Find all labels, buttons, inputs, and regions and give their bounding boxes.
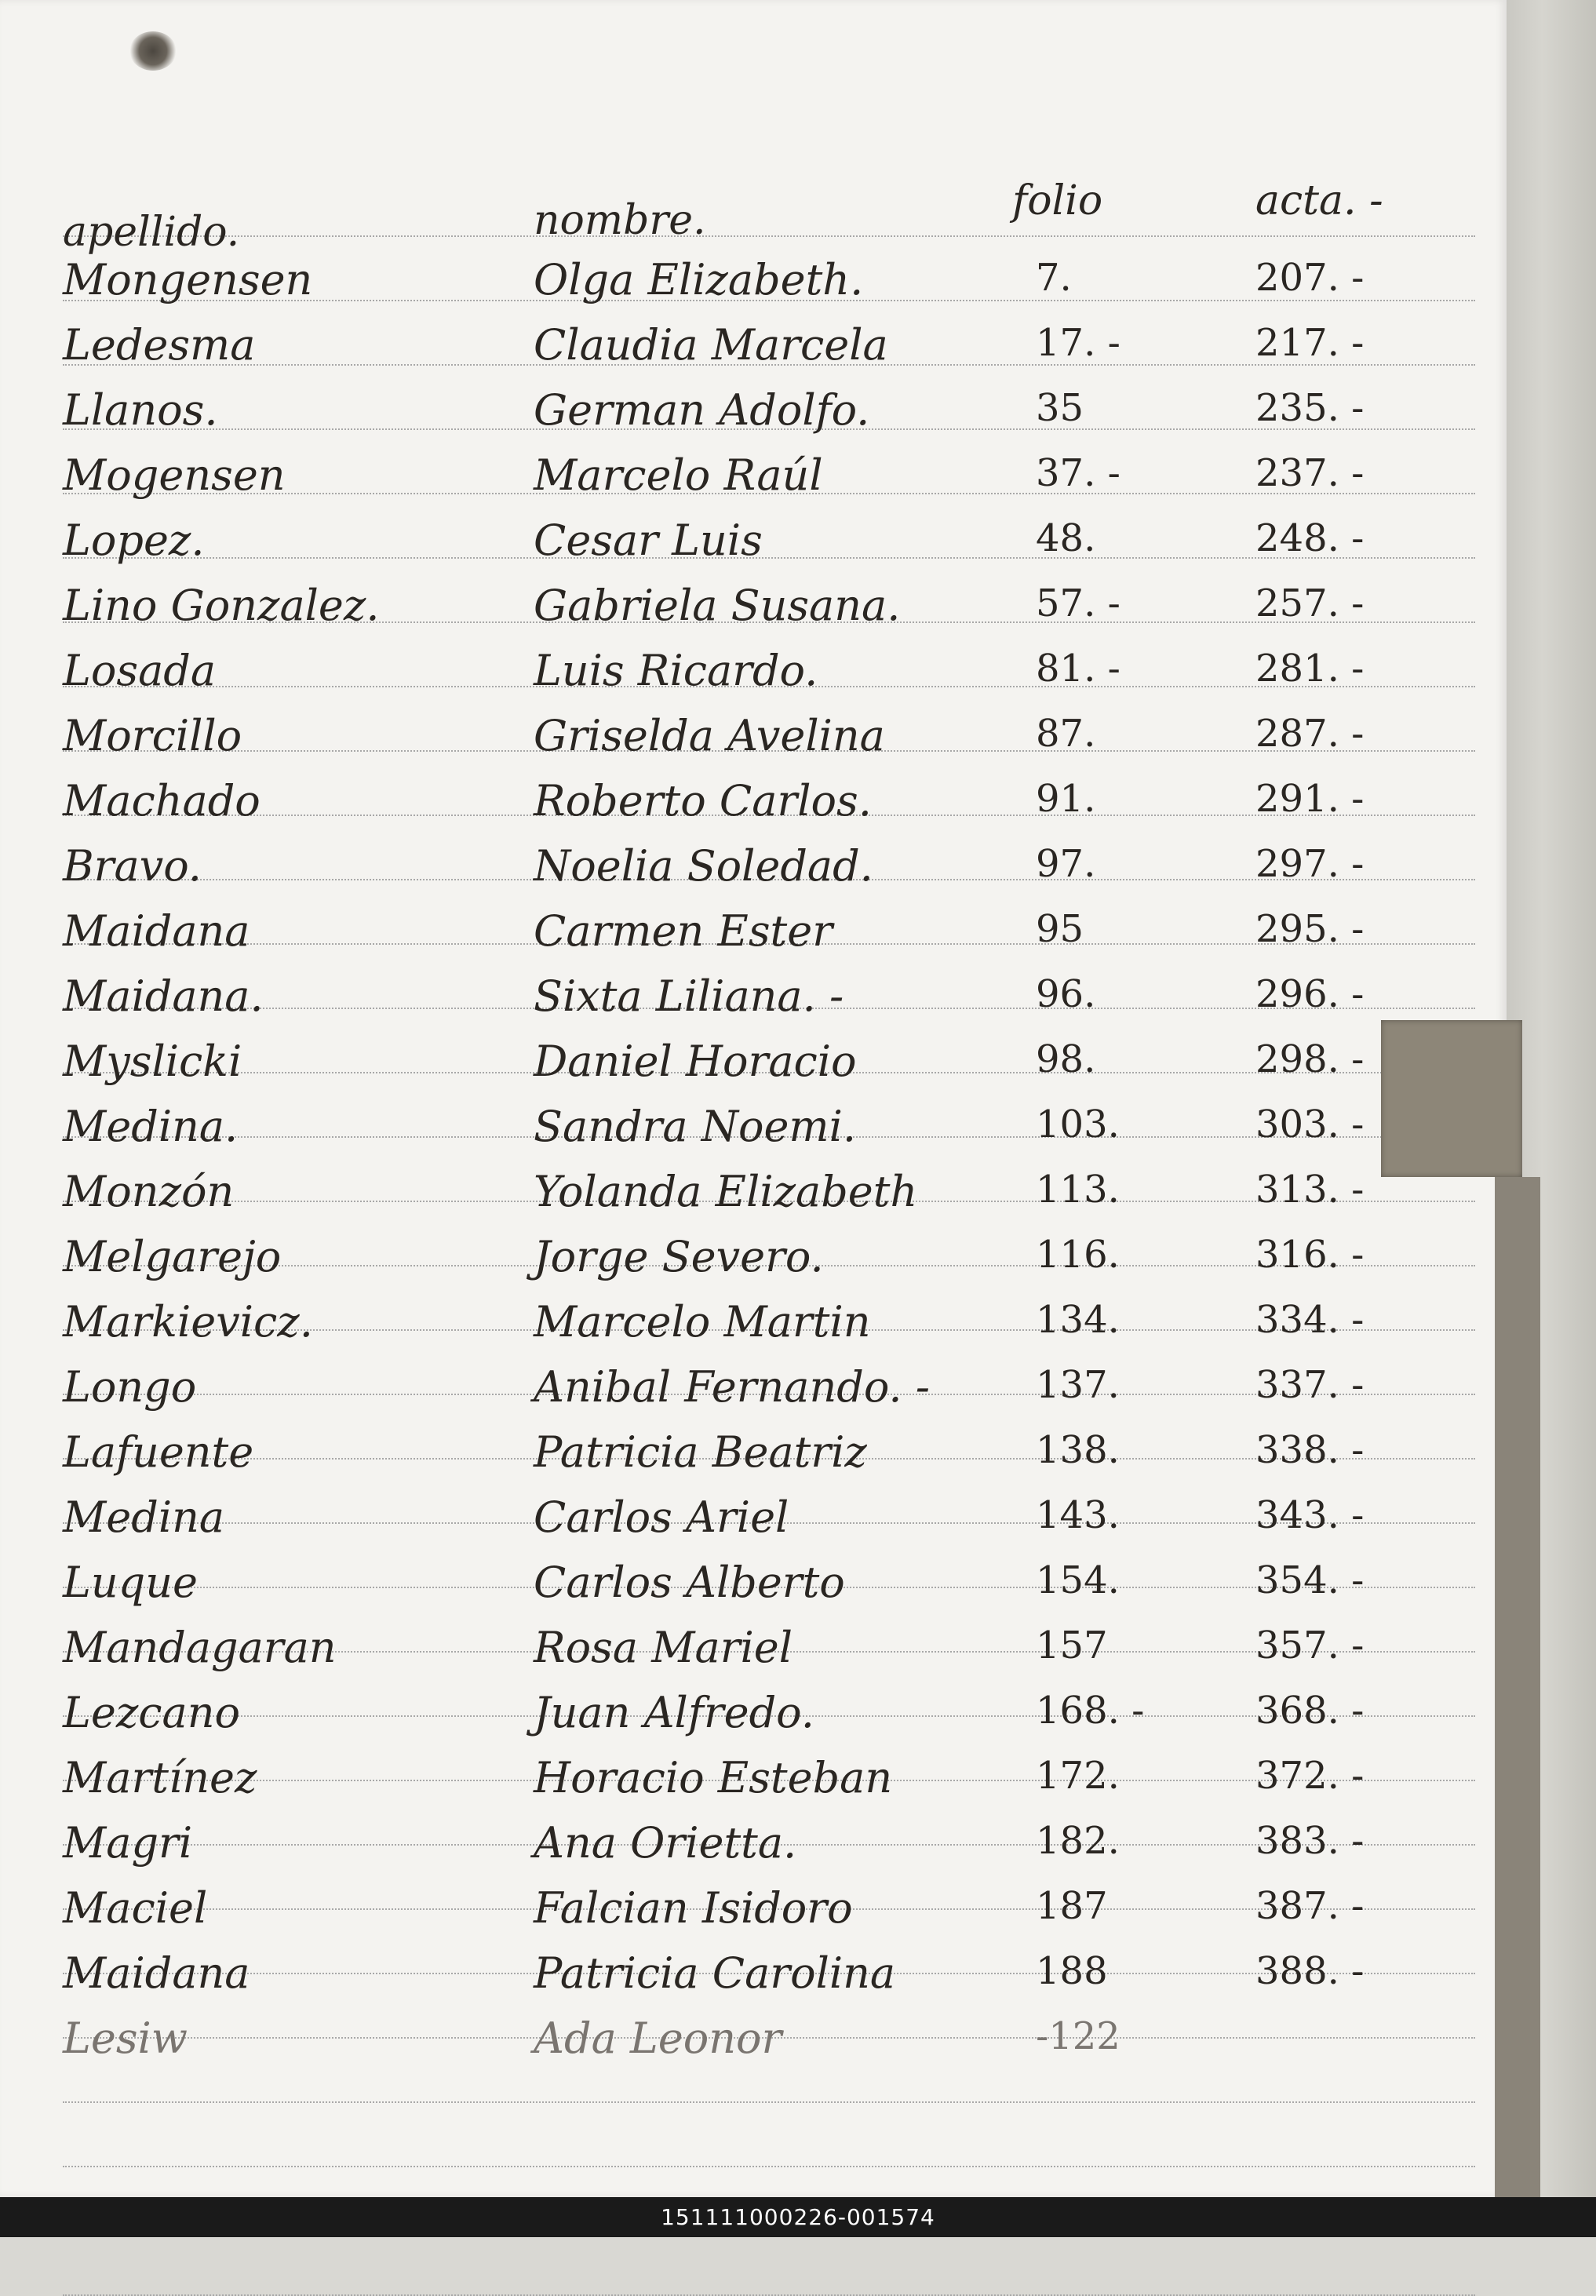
acta-cell: 298. - — [1255, 1037, 1365, 1081]
header-folio: folio — [1012, 177, 1103, 224]
nombre-cell: Falcian Isidoro — [534, 1883, 853, 1933]
list-item — [0, 255, 1491, 322]
nombre-cell: Roberto Carlos. — [534, 776, 872, 825]
nombre-cell: Ada Leonor — [534, 2014, 782, 2063]
apellido-cell: Martínez — [63, 1753, 257, 1802]
folio-cell: 168. - — [1036, 1689, 1145, 1733]
acta-cell: 343. - — [1255, 1493, 1365, 1537]
apellido-cell: Medina. — [63, 1102, 239, 1151]
nombre-cell: Cesar Luis — [534, 516, 763, 565]
apellido-cell: Maciel — [63, 1883, 208, 1933]
acta-cell: 297. - — [1255, 842, 1365, 886]
nombre-cell: Noelia Soledad. — [534, 841, 873, 891]
folio-cell: 137. — [1036, 1363, 1120, 1407]
list-item — [0, 1167, 1491, 1234]
header-apellido: apellido. — [63, 209, 240, 256]
apellido-cell: Markievicz. — [63, 1297, 313, 1347]
list-item — [0, 1753, 1491, 1820]
apellido-cell: Ledesma — [63, 320, 256, 370]
nombre-cell: Claudia Marcela — [534, 320, 888, 370]
header-nombre: nombre. — [534, 197, 706, 244]
folio-cell: 17. - — [1036, 321, 1120, 365]
apellido-cell: Maidana — [63, 1948, 250, 1998]
acta-cell: 287. - — [1255, 712, 1365, 756]
acta-cell: 334. - — [1255, 1298, 1365, 1342]
folio-cell: 182. — [1036, 1819, 1120, 1863]
acta-cell: 291. - — [1255, 777, 1365, 821]
list-item — [0, 1492, 1491, 1559]
list-item — [0, 1623, 1491, 1689]
nombre-cell: Marcelo Raúl — [534, 450, 823, 500]
folio-cell: 97. — [1036, 842, 1096, 886]
apellido-cell: Llanos. — [63, 385, 218, 435]
folio-cell: 7. — [1036, 256, 1072, 300]
list-item — [0, 971, 1491, 1038]
apellido-cell: Mandagaran — [63, 1623, 337, 1672]
archive-code: 151111000226-001574 — [661, 2204, 935, 2230]
nombre-cell: Ana Orietta. — [534, 1818, 797, 1868]
nombre-cell: Griselda Avelina — [534, 711, 885, 760]
acta-cell: 388. - — [1255, 1949, 1365, 1993]
index-tab-strip — [1495, 1177, 1540, 2197]
nombre-cell: Carmen Ester — [534, 906, 833, 956]
nombre-cell: Olga Elizabeth. — [534, 255, 864, 304]
list-item — [0, 1362, 1491, 1429]
folio-cell: 172. — [1036, 1754, 1120, 1798]
acta-cell: 337. - — [1255, 1363, 1365, 1407]
acta-cell: 295. - — [1255, 907, 1365, 951]
apellido-cell: Lesiw — [63, 2014, 188, 2063]
list-item — [0, 1232, 1491, 1299]
list-item — [0, 516, 1491, 582]
nombre-cell: German Adolfo. — [534, 385, 870, 435]
acta-cell: 217. - — [1255, 321, 1365, 365]
apellido-cell: Mogensen — [63, 450, 286, 500]
apellido-cell: Lafuente — [63, 1427, 254, 1477]
nombre-cell: Sandra Noemi. — [534, 1102, 857, 1151]
acta-cell: 368. - — [1255, 1689, 1365, 1733]
nombre-cell: Anibal Fernando. - — [534, 1362, 930, 1412]
folio-cell: 113. — [1036, 1168, 1120, 1212]
acta-cell: 207. - — [1255, 256, 1365, 300]
nombre-cell: Carlos Ariel — [534, 1492, 789, 1542]
list-item — [0, 1427, 1491, 1494]
acta-cell: 257. - — [1255, 581, 1365, 625]
apellido-cell: Melgarejo — [63, 1232, 282, 1281]
folio-cell: 35 — [1036, 386, 1084, 430]
nombre-cell: Carlos Alberto — [534, 1558, 845, 1607]
apellido-cell: Magri — [63, 1818, 193, 1868]
acta-cell: 372. - — [1255, 1754, 1365, 1798]
ruled-line — [63, 235, 1475, 237]
index-tab — [1381, 1020, 1522, 1177]
list-item — [0, 1558, 1491, 1624]
list-item — [0, 1883, 1491, 1950]
folio-cell: 188 — [1036, 1949, 1108, 1993]
apellido-cell: Lezcano — [63, 1688, 240, 1737]
apellido-cell: Machado — [63, 776, 261, 825]
list-item — [0, 776, 1491, 843]
apellido-cell: Maidana. — [63, 971, 264, 1021]
apellido-cell: Mongensen — [63, 255, 313, 304]
acta-cell: 235. - — [1255, 386, 1365, 430]
folio-cell: 57. - — [1036, 581, 1120, 625]
folio-cell: 143. — [1036, 1493, 1120, 1537]
acta-cell: 313. - — [1255, 1168, 1365, 1212]
folio-cell: 87. — [1036, 712, 1096, 756]
nombre-cell: Daniel Horacio — [534, 1037, 857, 1086]
apellido-cell: Lopez. — [63, 516, 205, 565]
folio-cell: 103. — [1036, 1102, 1120, 1146]
folio-cell: 157 — [1036, 1624, 1108, 1667]
folio-cell: 98. — [1036, 1037, 1096, 1081]
folio-cell: 37. - — [1036, 451, 1120, 495]
archive-code-bar — [0, 2197, 1596, 2237]
acta-cell: 387. - — [1255, 1884, 1365, 1928]
folio-cell: 48. — [1036, 516, 1096, 560]
folio-cell: 91. — [1036, 777, 1096, 821]
apellido-cell: Longo — [63, 1362, 197, 1412]
list-item — [0, 385, 1491, 452]
nombre-cell: Juan Alfredo. — [534, 1688, 814, 1737]
apellido-cell: Monzón — [63, 1167, 235, 1216]
list-item — [0, 1297, 1491, 1364]
acta-cell: 316. - — [1255, 1233, 1365, 1277]
folio-cell: 81. - — [1036, 647, 1120, 691]
acta-cell: 296. - — [1255, 972, 1365, 1016]
list-item — [0, 1102, 1491, 1168]
acta-cell: 237. - — [1255, 451, 1365, 495]
list-item — [0, 646, 1491, 712]
apellido-cell: Bravo. — [63, 841, 202, 891]
folio-cell: 138. — [1036, 1428, 1120, 1472]
list-item — [0, 711, 1491, 778]
nombre-cell: Jorge Severo. — [534, 1232, 824, 1281]
folio-cell: 96. — [1036, 972, 1096, 1016]
ruled-line — [63, 2166, 1475, 2167]
header-acta: acta. - — [1255, 177, 1383, 224]
acta-cell: 303. - — [1255, 1102, 1365, 1146]
folio-cell: 134. — [1036, 1298, 1120, 1342]
apellido-cell: Luque — [63, 1558, 198, 1607]
apellido-cell: Myslicki — [63, 1037, 242, 1086]
list-item — [0, 1818, 1491, 1885]
folio-cell: 154. — [1036, 1558, 1120, 1602]
apellido-cell: Morcillo — [63, 711, 242, 760]
list-item — [0, 1948, 1491, 2015]
acta-cell: 357. - — [1255, 1624, 1365, 1667]
list-item — [0, 450, 1491, 517]
nombre-cell: Sixta Liliana. - — [534, 971, 844, 1021]
acta-cell: 383. - — [1255, 1819, 1365, 1863]
list-item — [0, 2014, 1491, 2080]
folio-cell: -122 — [1036, 2014, 1120, 2058]
nombre-cell: Luis Ricardo. — [534, 646, 818, 695]
nombre-cell: Patricia Beatriz — [534, 1427, 867, 1477]
list-item — [0, 320, 1491, 387]
list-item — [0, 1037, 1491, 1103]
list-item — [0, 841, 1491, 908]
nombre-cell: Rosa Mariel — [534, 1623, 793, 1672]
acta-cell: 248. - — [1255, 516, 1365, 560]
list-item — [0, 581, 1491, 647]
nombre-cell: Yolanda Elizabeth — [534, 1167, 918, 1216]
acta-cell: 281. - — [1255, 647, 1365, 691]
acta-cell: 354. - — [1255, 1558, 1365, 1602]
nombre-cell: Marcelo Martin — [534, 1297, 871, 1347]
nombre-cell: Horacio Esteban — [534, 1753, 893, 1802]
ruled-line — [63, 2101, 1475, 2103]
folio-cell: 187 — [1036, 1884, 1108, 1928]
nombre-cell: Gabriela Susana. — [534, 581, 901, 630]
acta-cell: 338. - — [1255, 1428, 1365, 1472]
apellido-cell: Maidana — [63, 906, 250, 956]
apellido-cell: Lino Gonzalez. — [63, 581, 380, 630]
apellido-cell: Medina — [63, 1492, 225, 1542]
list-item — [0, 1688, 1491, 1755]
apellido-cell: Losada — [63, 646, 217, 695]
nombre-cell: Patricia Carolina — [534, 1948, 896, 1998]
folio-cell: 95 — [1036, 907, 1084, 951]
list-item — [0, 906, 1491, 973]
folio-cell: 116. — [1036, 1233, 1120, 1277]
